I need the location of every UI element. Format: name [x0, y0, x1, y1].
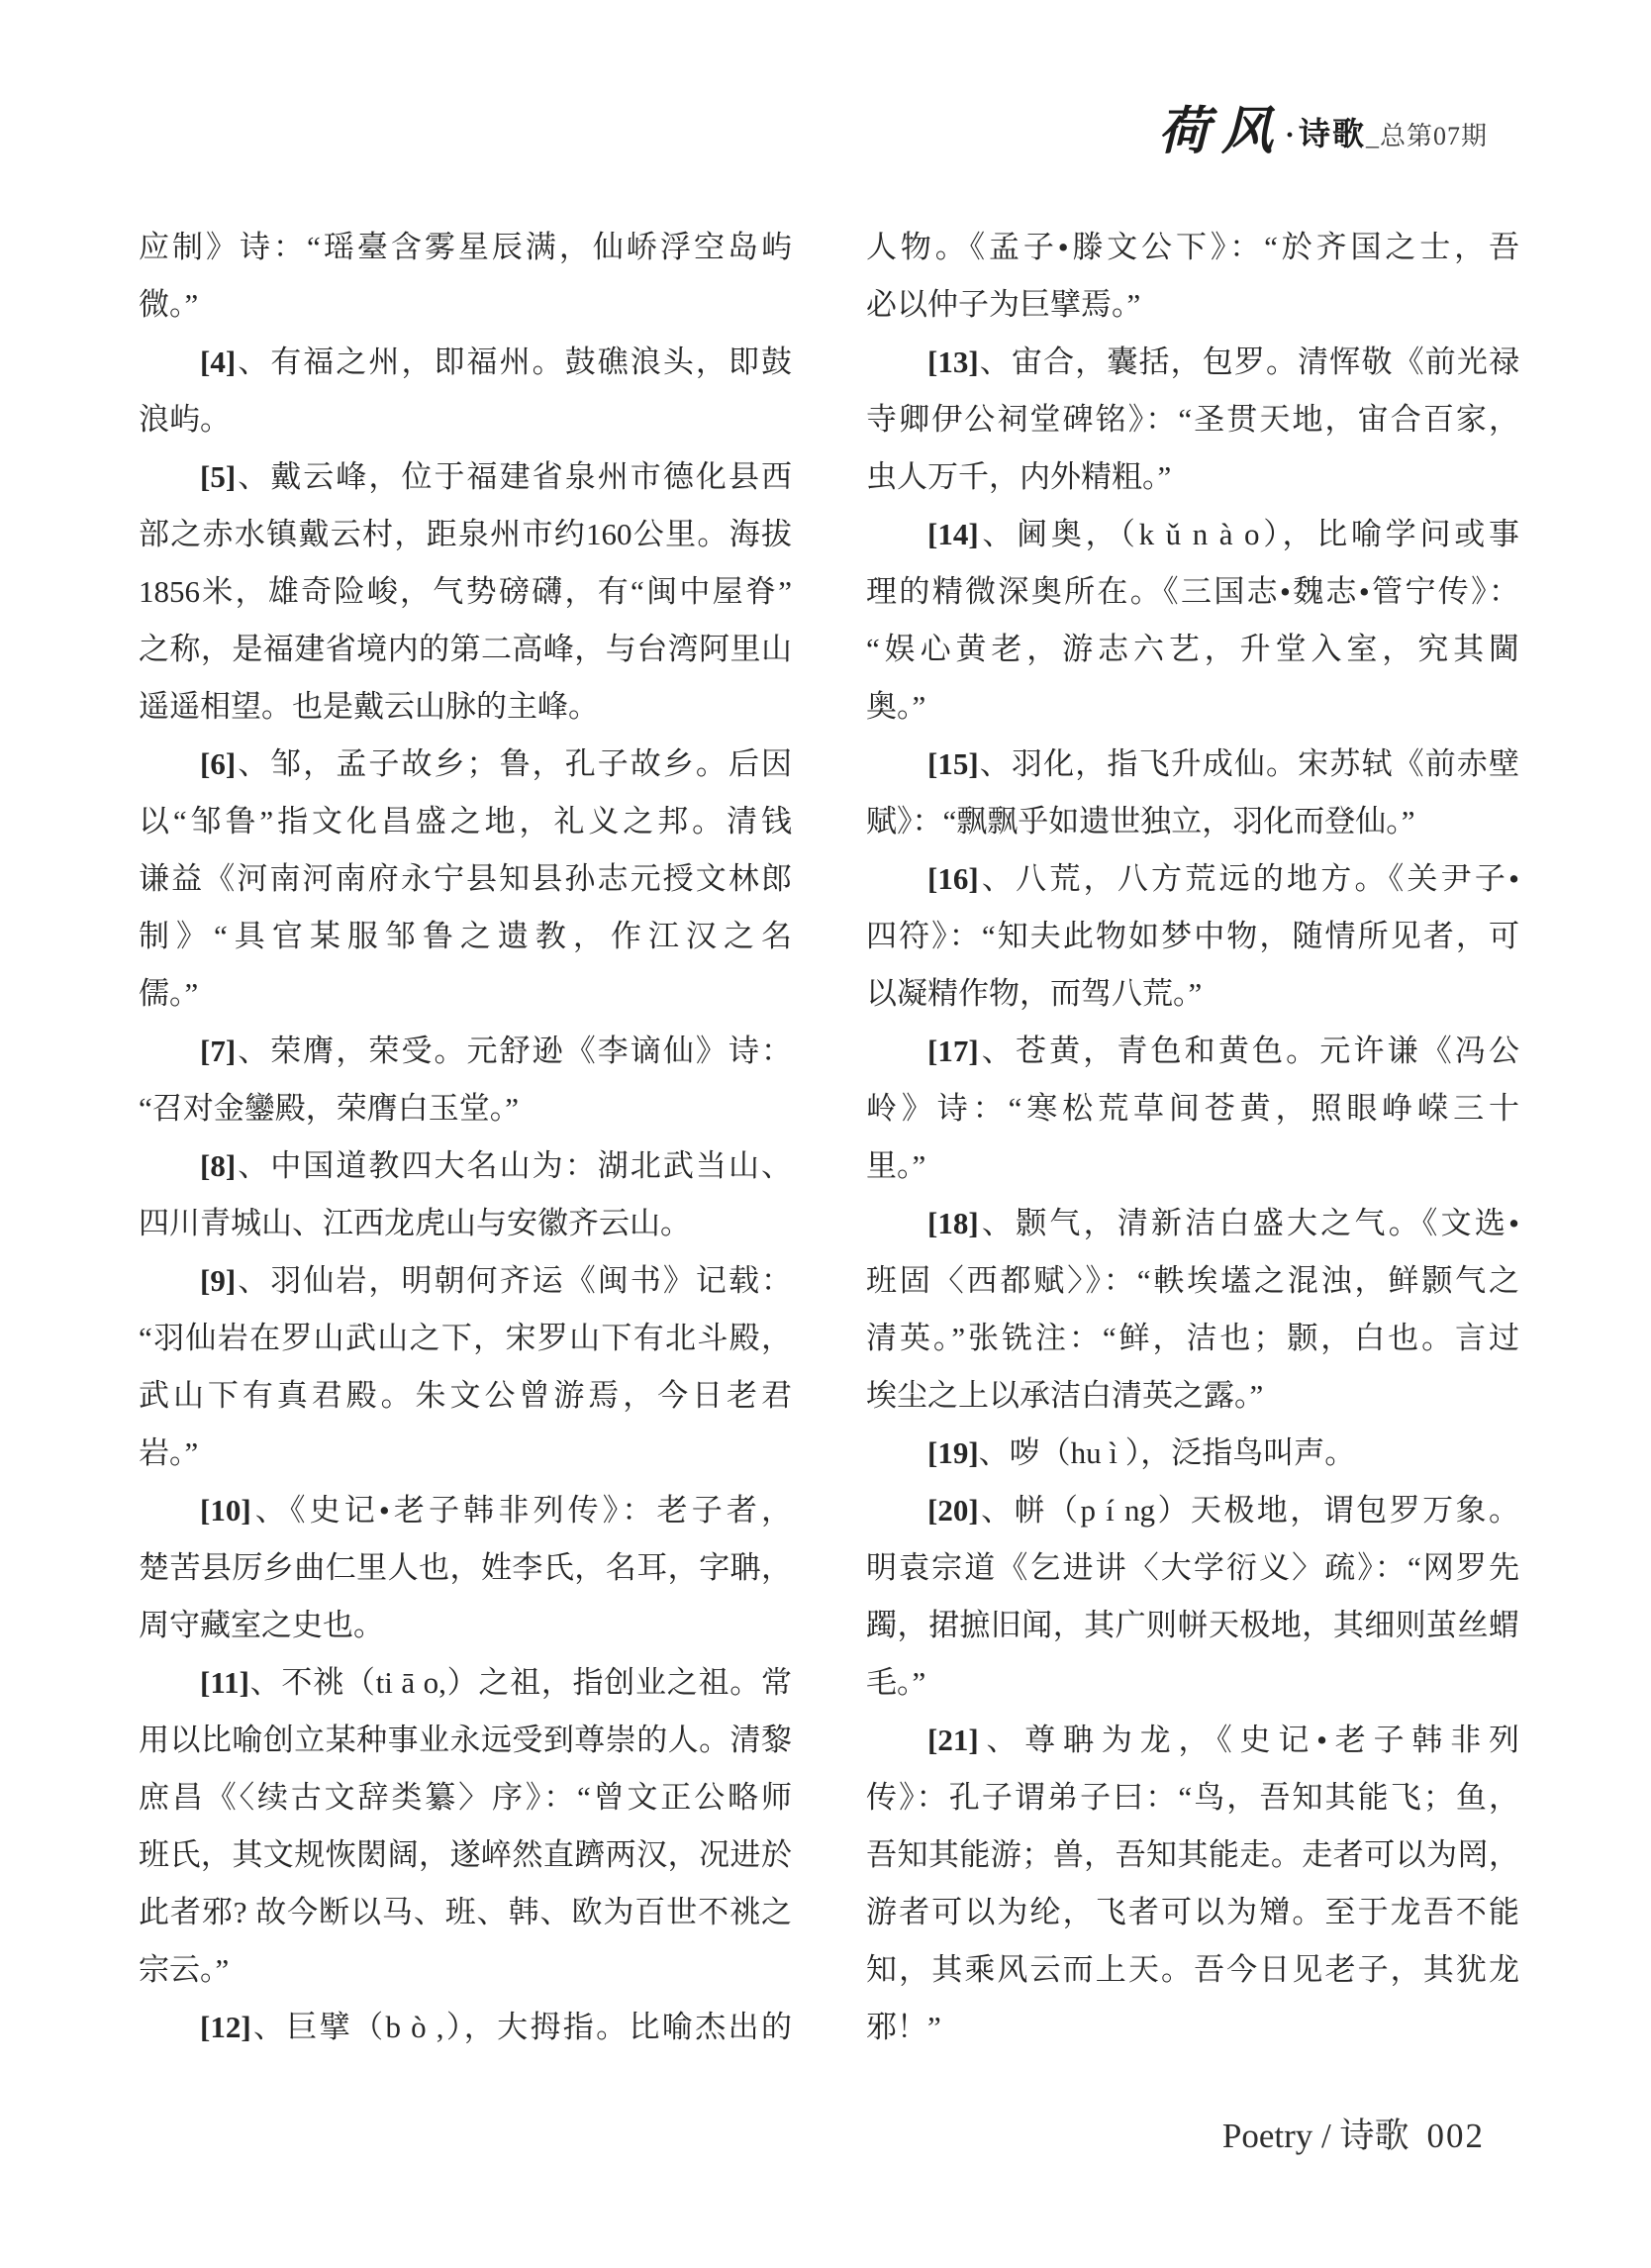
footnote-paragraph: [139, 1252, 792, 1482]
text-line: [5]、戴云峰，位于福建省泉州市德化县西: [200, 459, 792, 494]
text-line: [9]、羽仙岩，明朝何齐运《闽书》记载：: [200, 1263, 792, 1298]
text-line: 之称，是福建省境内的第二高峰，与台湾阿里山: [139, 632, 792, 666]
text-line: 微。”: [139, 287, 199, 322]
text-line: 岩。”: [139, 1435, 199, 1470]
text-line: 理的精微深奥所在。《三国志•魏志•管宁传》：: [866, 574, 1519, 609]
text-line: 清英。”张铣注：“鲜，洁也；颢，白也。言过: [866, 1321, 1519, 1355]
issue-number: _总第07期: [1365, 122, 1488, 150]
footnote-paragraph: [139, 1482, 792, 1654]
text-line: 制》“具官某服邹鲁之遗教，作江汉之名: [139, 919, 792, 953]
text-line: [4]、有福之州，即福州。鼓礁浪头，即鼓: [200, 345, 792, 379]
text-line: 浪屿。: [139, 402, 231, 437]
text-line: 宗云。”: [139, 1952, 230, 1987]
text-line: 武山下有真君殿。朱文公曾游焉，今日老君: [139, 1378, 792, 1413]
text-line: 儒。”: [139, 976, 199, 1011]
text-line: “召对金鑾殿，荣膺白玉堂。”: [139, 1091, 520, 1126]
text-line: 以“邹鲁”指文化昌盛之地，礼义之邦。清钱: [139, 804, 792, 838]
footnote-paragraph: [139, 1023, 792, 1137]
text-line: “羽仙岩在罗山武山之下，宋罗山下有北斗殿，: [139, 1321, 792, 1355]
text-line: [17]、苍黄，青色和黄色。元许谦《冯公: [927, 1034, 1519, 1068]
text-line: [21]、尊聃为龙，《史记•老子韩非列: [927, 1723, 1519, 1757]
left-column: [139, 219, 792, 2056]
text-line: 楚苦县厉乡曲仁里人也，姓李氏，名耳，字聃，: [139, 1550, 792, 1585]
text-line: 奥。”: [866, 689, 926, 724]
text-line: [6]、邹，孟子故乡；鲁，孔子故乡。后因: [200, 746, 792, 781]
text-line: 毛。”: [866, 1665, 926, 1700]
text-line: [7]、荣膺，荣受。元舒逊《李谪仙》诗：: [200, 1034, 792, 1068]
text-line: 躅，捃摭旧闻，其广则帡天极地，其细则茧丝蝟: [866, 1608, 1519, 1642]
footnote-paragraph: [866, 1023, 1519, 1195]
text-line: [8]、中国道教四大名山为：湖北武当山、: [200, 1148, 792, 1183]
footnote-paragraph: [866, 219, 1519, 334]
text-line: [16]、八荒，八方荒远的地方。《关尹子•: [927, 861, 1519, 896]
text-line: 以凝精作物，而驾八荒。”: [866, 976, 1203, 1011]
footer-section-label: Poetry / 诗歌: [1221, 2117, 1409, 2155]
text-line: 四符》：“知夫此物如梦中物，随情所见者，可: [866, 919, 1519, 953]
footnote-paragraph: [139, 1999, 792, 2056]
text-line: 吾知其能游；兽，吾知其能走。走者可以为罔，: [866, 1837, 1519, 1872]
right-column: [866, 219, 1519, 2056]
text-line: 人物。《孟子•滕文公下》：“於齐国之士，吾: [866, 230, 1519, 264]
text-line: 应制》诗：“瑶臺含雾星辰满，仙峤浮空岛屿: [139, 230, 792, 264]
text-line: [14]、阃奥，（k ǔ n à o），比喻学问或事: [927, 517, 1519, 551]
text-line: 班氏，其文规恢閎阔，遂崪然直躋两汉，况进於: [139, 1837, 792, 1872]
brand-separator-dot: ·: [1284, 119, 1295, 151]
text-line: 谦益《河南河南府永宁县知县孙志元授文林郎: [139, 861, 792, 896]
page-header: [1158, 85, 1488, 159]
brand-logo-script: 荷风: [1157, 104, 1285, 160]
text-line: [12]、巨擘（b ò ,），大拇指。比喻杰出的: [200, 2010, 792, 2044]
text-line: 用以比喻创立某种事业永远受到尊崇的人。清黎: [139, 1723, 792, 1757]
text-line: 庶昌《〈续古文辞类纂〉序》：“曾文正公略师: [139, 1780, 792, 1815]
text-line: [11]、不祧（ti ā o,）之祖，指创业之祖。常: [200, 1665, 792, 1700]
footnote-paragraph: [139, 334, 792, 448]
text-line: [18]、颢气，清新洁白盛大之气。《文选•: [927, 1206, 1519, 1240]
text-line: 遥遥相望。也是戴云山脉的主峰。: [139, 689, 599, 724]
footnote-paragraph: [139, 219, 792, 334]
text-line: 周守藏室之史也。: [139, 1608, 384, 1642]
two-column-body: [139, 219, 1519, 2056]
text-line: 游者可以为纶，飞者可以为矰。至于龙吾不能: [866, 1895, 1519, 1929]
text-line: 1856米，雄奇险峻，气势磅礴，有“闽中屋脊”: [139, 574, 792, 609]
footnote-paragraph: [139, 448, 792, 736]
text-line: 此者邪? 故今断以马、班、韩、欧为百世不祧之: [139, 1895, 792, 1929]
text-line: 部之赤水镇戴云村，距泉州市约160公里。海拔: [139, 517, 792, 551]
text-line: 岭》诗：“寒松荒草间苍黄，照眼峥嵘三十: [866, 1091, 1519, 1126]
footnote-paragraph: [866, 1712, 1519, 2056]
text-line: 埃尘之上以承洁白清英之露。”: [866, 1378, 1264, 1413]
text-line: 知，其乘风云而上天。吾今日见老子，其犹龙: [866, 1952, 1519, 1987]
footnote-paragraph: [866, 1482, 1519, 1712]
text-line: 虫人万千，内外精粗。”: [866, 459, 1172, 494]
text-line: [13]、宙合，囊括，包罗。清恽敬《前光禄: [927, 345, 1519, 379]
text-line: [19]、哕（hu ì ），泛指鸟叫声。: [927, 1435, 1356, 1470]
text-line: [15]、羽化，指飞升成仙。宋苏轼《前赤壁: [927, 746, 1519, 781]
text-line: 必以仲子为巨擘焉。”: [866, 287, 1141, 322]
text-line: 班固〈西都赋〉》：“軼埃壒之混浊，鲜颢气之: [866, 1263, 1519, 1298]
footnote-paragraph: [139, 1137, 792, 1252]
footnote-paragraph: [866, 1425, 1519, 1482]
text-line: 四川青城山、江西龙虎山与安徽齐云山。: [139, 1206, 691, 1240]
text-line: 里。”: [866, 1148, 926, 1183]
footnote-paragraph: [139, 736, 792, 1023]
footnote-paragraph: [866, 334, 1519, 506]
footnote-paragraph: [866, 850, 1519, 1023]
page-footer: [1222, 2109, 1485, 2158]
text-line: 传》：孔子谓弟子曰：“鸟，吾知其能飞；鱼，: [866, 1780, 1519, 1815]
footnote-paragraph: [139, 1654, 792, 1999]
text-line: [10]、《史记•老子韩非列传》：老子者，: [200, 1493, 792, 1528]
text-line: 赋》：“飘飘乎如遗世独立，羽化而登仙。”: [866, 804, 1415, 838]
page-number: 002: [1426, 2117, 1485, 2155]
text-line: 邪！”: [866, 2010, 941, 2044]
text-line: “娱心黄老，游志六艺，升堂入室，究其閫: [866, 632, 1519, 666]
text-line: 明袁宗道《乞进讲〈大学衍义〉疏》：“网罗先: [866, 1550, 1519, 1585]
brand-section-title: 诗歌: [1298, 116, 1366, 151]
text-line: [20]、帡（p í ng）天极地，谓包罗万象。: [927, 1493, 1519, 1528]
footnote-paragraph: [866, 736, 1519, 850]
text-line: 寺卿伊公祠堂碑铭》：“圣贯天地，宙合百家，: [866, 402, 1519, 437]
footnote-paragraph: [866, 1195, 1519, 1425]
footnote-paragraph: [866, 506, 1519, 736]
